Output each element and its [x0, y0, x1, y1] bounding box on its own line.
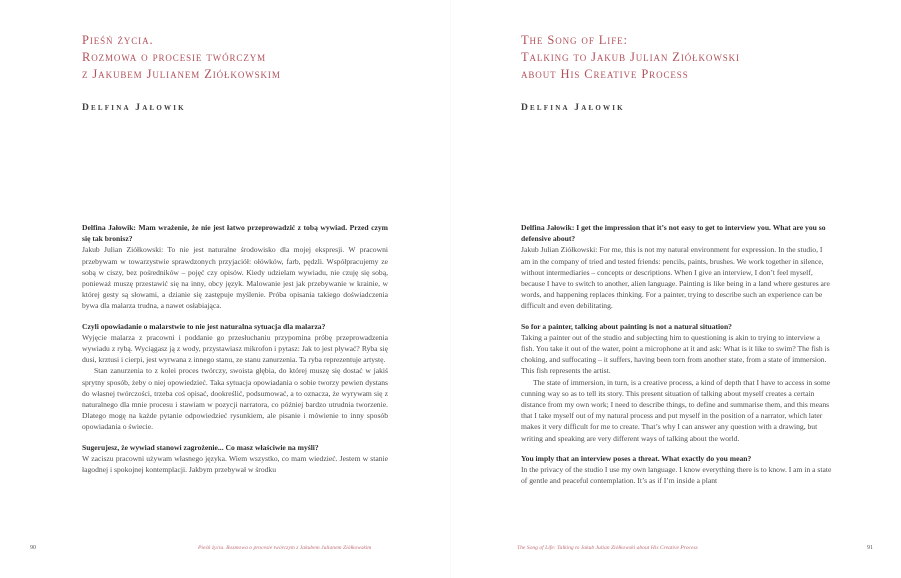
question: Czyli opowiadanie o malarstwie to nie jest naturalna sytuacja dla malarza? — [82, 321, 326, 331]
question: Delfina Jałowik: Mam wrażenie, że nie jest łatwo przeprowadzić z tobą wywiad. Przed czym się tak bronisz? — [82, 223, 388, 244]
article-body — [82, 222, 388, 475]
title-line: z Jakubem Julianem Ziółkowskim — [82, 67, 281, 81]
title-line: Talking to Jakub Julian Ziółkowski — [521, 50, 740, 64]
answer: Stan zanurzenia to z kolei proces twórczy, swoista głębia, do której muszę się dostać w jakiś sprytny sposób, żeby o niej opowiedzieć. Taka sytuacja opowiadania o sobie tworzy pewien dystans do własnej twórczości, trzeba coś opisać, dookreślić, podsumować, a to oznacza, że wyrywam się z naturalnego dla mnie procesu i stawiam w pozycji narratora, co później bardzo utrudnia tworzenie. Dlatego mogę na każde pytanie odpowiedzieć rysunkiem, ale pisanie i mówienie to inny sposób opowiadania o świecie. — [82, 366, 388, 432]
article-title — [521, 32, 740, 83]
article-body — [521, 222, 833, 486]
title-line: The Song of Life: — [521, 33, 628, 47]
article-title — [82, 32, 281, 83]
answer: In the privacy of the studio I use my own language. I know everything there is to know. I am in a state of gentle and peaceful contemplation. It’s as if I’m inside a plant — [521, 465, 832, 486]
running-footer: The Song of Life: Talking to Jakub Julian Ziółkowski about His Creative Process — [517, 545, 698, 551]
answer: The state of immersion, in turn, is a creative process, a kind of depth that I have to access in some cunning way so as to tell its story. This present situation of talking about myself creates a certain distance from my own work; I need to describe things, to define and summarise them, and this means that I take myself out of my natural process and put myself in the position of a narrator, which later makes it very difficult for me to create. That’s why I can answer any question with a drawing, but writing and speaking are very different ways of talking about the world. — [521, 377, 831, 443]
answer: W zaciszu pracowni używam własnego języka. Wiem wszystko, co mam wiedzieć. Jestem w stanie łagodnej i spokojnej kontemplacji. Jakbym przebywał w środku — [82, 453, 388, 475]
author-name: Delfina Jałowik — [82, 103, 186, 113]
answer: Taking a painter out of the studio and subjecting him to questioning is akin to trying to interview a fish. You take it out of the water, point a microphone at it and ask: What is it like to swim? The fish is choking, and suffocating – it suffers, having been torn from another state, from a state of immersion. This fish represents the artist. — [521, 332, 830, 376]
title-line: Rozmowa o procesie twórczym — [82, 50, 267, 64]
title-line: about His Creative Process — [521, 67, 689, 81]
question: Sugerujesz, że wywiad stanowi zagrożenie... Co masz właściwie na myśli? — [82, 442, 319, 452]
left-page — [0, 0, 450, 578]
answer: Wyjęcie malarza z pracowni i poddanie go przesłuchaniu przypomina próbę przeprowadzenia wywiadu z rybą. Wyciągasz ją z wody, przystawiasz mikrofon i pytasz: Jak to jest pływać? Ryba się dusi, krztusi i cierpi, jest wyrwana z innego stanu, ze stanu zanurzenia. Ta ryba reprezentuje artystę. — [82, 332, 388, 365]
answer: Jakub Julian Ziółkowski: To nie jest naturalne środowisko dla mojej ekspresji. W pracowni przebywam w towarzystwie sprawdzonych przyjaciół: ołówków, farb, pędzli. Współpracujemy ze sobą w ciszy, bez pośredników – pojęć czy opisów. Kiedy udzielam wywiadu, nie czuję się sobą, ponieważ muszę przestawić się na inny, obcy język. Malowanie jest jak przebywanie w krainie, w której gesty są słowami, a dzianie się zastępuje myślenie. Próba opisania takiego doświadczenia bywa dla malarza trudna, a nawet osłabiająca. — [82, 245, 388, 311]
title-line: Pieśń życia. — [82, 33, 154, 47]
right-page — [451, 0, 901, 578]
author-name: Delfina Jałowik — [521, 103, 625, 113]
running-footer: Pieśń życia. Rozmowa o procesie twórczym z Jakubem Julianem Ziółkowskim — [198, 545, 372, 551]
page-number: 90 — [30, 545, 36, 551]
question: So for a painter, talking about painting is not a natural situation? — [521, 321, 732, 331]
page-number: 91 — [867, 545, 873, 551]
question: Delfina Jałowik: I get the impression that it’s not easy to get to interview you. What are you so defensive about? — [521, 223, 826, 244]
answer: Jakub Julian Ziółkowski: For me, this is not my natural environment for expression. In the studio, I am in the company of tried and tested friends: pencils, paints, brushes. We work together in silence, without intermediaries – concepts or descriptions. When I give an interview, I don’t feel myself, because I have to switch to another, alien language. Painting is like being in a land where gestures are words, and happening replaces thinking. For a painter, trying to describe such an experience can be difficult and even debilitating. — [521, 245, 830, 311]
question: You imply that an interview poses a threat. What exactly do you mean? — [521, 453, 752, 463]
